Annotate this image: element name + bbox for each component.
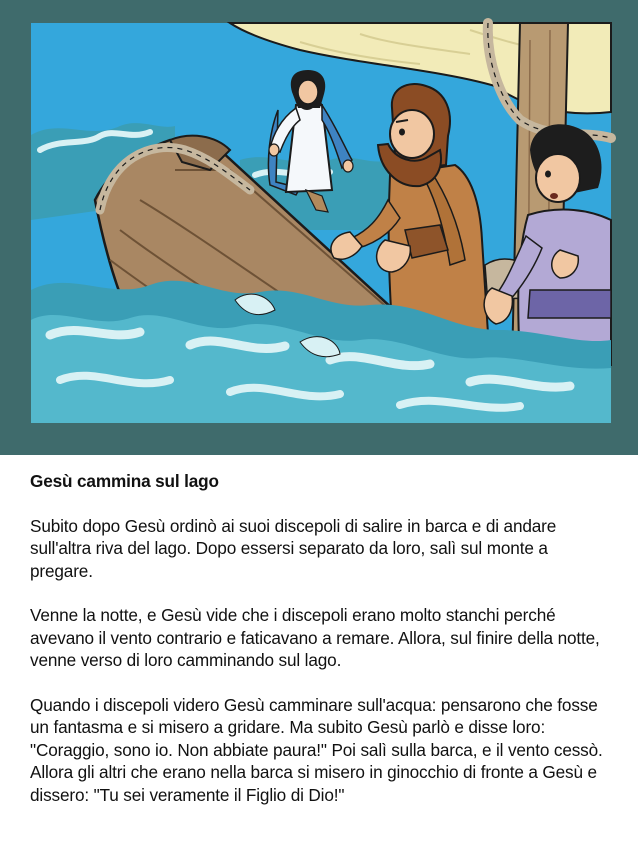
story-paragraph-1: Subito dopo Gesù ordinò ai suoi discepoli di salire in barca e di andare sull'altra riva del lago. Dopo essersi separato da loro, salì sul monte a pregare. xyxy=(30,515,557,581)
story-paragraph-3: Quando i discepoli videro Gesù camminare sull'acqua: pensarono che fosse un fantasma e si misero a gridare. Ma subito Gesù parlò e disse loro: "Coraggio, sono io. Non abbiate paura!" Poi salì sulla barca, e il vento cessò. Allora gli altri che erano nella barca si misero in ginocchio di fronte a Gesù e dissero: "Tu sei veramente il Figlio di Dio!" xyxy=(30,694,603,805)
story-text xyxy=(30,470,615,828)
story-title: Gesù cammina sul lago xyxy=(30,471,219,491)
story-paragraph-2: Venne la notte, e Gesù vide che i discepoli erano molto stanchi perché avevano il vento contrario e faticavano a remare. Allora, sul finire della notte, venne verso di loro camminando sul lago. xyxy=(30,605,600,670)
